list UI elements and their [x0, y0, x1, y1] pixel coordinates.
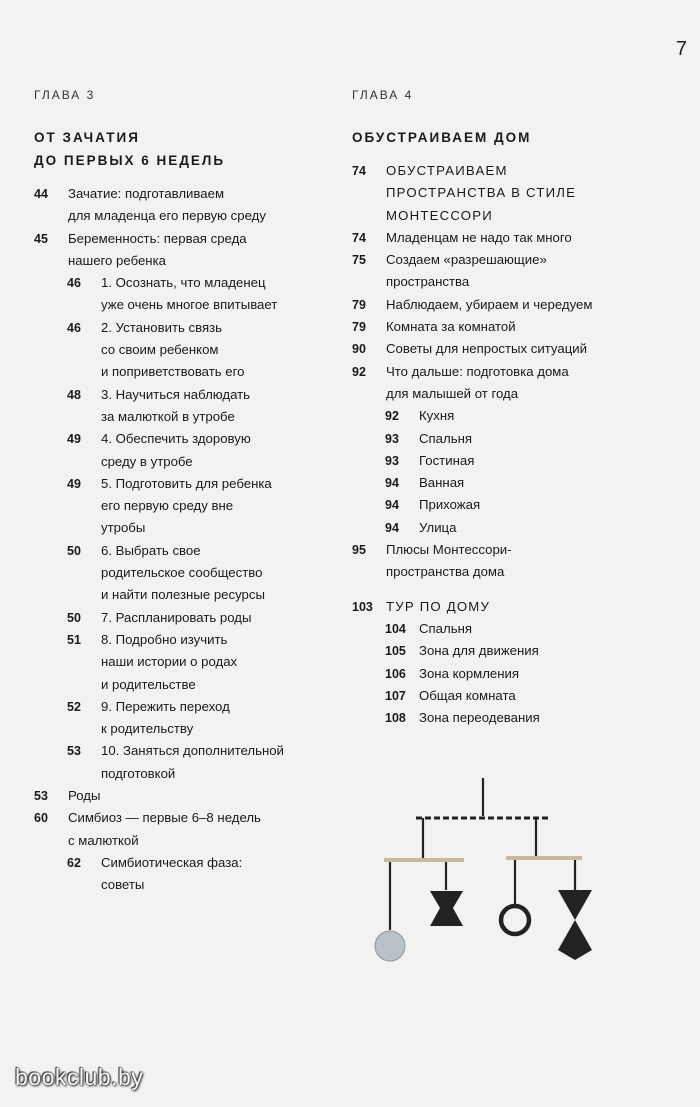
- toc-entry-text: Советы для непростых ситуаций: [386, 341, 587, 357]
- toc-subentry: [67, 384, 334, 429]
- toc-entry-text: 9. Пережить переход к родительству: [101, 698, 230, 737]
- toc-entry-text: Что дальше: подготовка дома для малышей от года: [386, 363, 569, 401]
- chapter-label: ГЛАВА 4: [352, 88, 414, 102]
- mobile-ring: [501, 906, 529, 934]
- toc-subentry: [385, 405, 672, 427]
- toc-page-number: 103: [352, 599, 373, 614]
- toc-entry-text: Наблюдаем, убираем и чередуем: [386, 296, 593, 312]
- toc-entry-text: Улица: [419, 519, 457, 535]
- toc-subentry: [67, 629, 334, 696]
- toc-subentry: [385, 707, 672, 729]
- toc-entry: [352, 338, 672, 360]
- toc-page-number: 74: [352, 230, 366, 245]
- toc-page-number: 107: [385, 688, 406, 703]
- toc-page-number: 49: [67, 432, 81, 447]
- toc-entry-text: 3. Научиться наблюдать за малюткой в утробе: [101, 386, 251, 424]
- toc-subentry: [67, 473, 334, 540]
- toc-subentry: [67, 607, 334, 629]
- toc-subentry: [385, 640, 672, 662]
- toc-page-number: 94: [385, 476, 399, 491]
- toc-entry-text: 5. Подготовить для ребенка его первую среду вне утробы: [101, 475, 272, 536]
- toc-page-number: 75: [352, 253, 366, 268]
- toc-page-number: 49: [67, 476, 81, 491]
- toc-entry: [34, 228, 334, 273]
- toc-subentry: [67, 696, 334, 741]
- toc-page-number: 93: [385, 453, 399, 468]
- toc-entry: [352, 160, 672, 227]
- toc-entry-text: Спальня: [419, 430, 472, 446]
- toc-entry: [34, 807, 334, 852]
- toc-entry: [352, 294, 672, 316]
- toc-subentry: [67, 272, 334, 317]
- baby-mobile-icon: [368, 778, 608, 978]
- toc-subentry: [385, 517, 672, 539]
- toc-entry-text: Симбиотическая фаза: советы: [101, 854, 243, 893]
- toc-entry: [34, 183, 334, 228]
- toc-page-number: 53: [67, 744, 81, 759]
- toc-entry-text: 8. Подробно изучить наши истории о родах и родительстве: [101, 631, 238, 692]
- mobile-hourglass: [430, 891, 463, 926]
- toc-entry-text: 6. Выбрать свое родительское сообщество и найти полезные ресурсы: [101, 542, 265, 603]
- toc-subentry: [385, 428, 672, 450]
- toc-entry-text: Комната за комнатой: [386, 319, 516, 335]
- toc-page-number: 46: [67, 320, 81, 335]
- toc-page-number: 94: [385, 520, 399, 535]
- toc-page-number: 79: [352, 320, 366, 335]
- watermark: bookclub.by: [15, 1064, 144, 1090]
- toc-page-number: 74: [352, 164, 366, 178]
- toc-page-number: 95: [352, 543, 366, 558]
- toc-subentry: [385, 663, 672, 685]
- mobile-bar-left: [384, 858, 464, 862]
- toc-page-number: 45: [34, 231, 48, 246]
- toc-entry-text: 2. Установить связь со своим ребенком и поприветствовать его: [101, 319, 245, 380]
- toc-entry-text: Общая комната: [419, 687, 516, 703]
- toc-subentry: [67, 317, 334, 384]
- toc-subentry: [67, 852, 334, 897]
- toc-entry-text: 10. Заняться дополнительной подготовкой: [101, 743, 284, 781]
- toc-entry-text: Спальня: [419, 620, 472, 636]
- toc-entry: [352, 596, 672, 618]
- toc-entry-text: ТУР ПО ДОМУ: [386, 598, 491, 614]
- mobile-tip: [558, 950, 592, 960]
- toc-subentry: [385, 618, 672, 640]
- toc-entry-text: Кухня: [419, 408, 455, 424]
- toc-page-number: 108: [385, 711, 406, 726]
- toc-entry-text: 4. Обеспечить здоровую среду в утробе: [101, 431, 251, 469]
- toc-entry-text: Зачатие: подготавливаем для младенца его первую среду: [68, 186, 266, 224]
- toc-subentry: [385, 494, 672, 516]
- toc-page-number: 92: [385, 409, 399, 424]
- toc-page-number: 48: [67, 387, 81, 402]
- toc-subentry: [385, 472, 672, 494]
- toc-page-number: 93: [385, 431, 399, 446]
- toc-page-number: 92: [352, 364, 366, 379]
- toc-page-number: 106: [385, 666, 406, 681]
- toc-entry-text: Ванная: [419, 475, 465, 491]
- toc-page-number: 90: [352, 342, 366, 357]
- toc-page-number: 50: [67, 610, 81, 625]
- toc-entry-text: Зона переодевания: [419, 710, 540, 726]
- mobile-ball: [375, 931, 405, 961]
- toc-entry-text: Прихожая: [419, 497, 481, 513]
- toc-entry-text: Зона для движения: [419, 643, 539, 659]
- toc-entry-text: 7. Распланировать роды: [101, 609, 252, 625]
- toc-page-number: 46: [67, 276, 81, 291]
- toc-entry-text: Зона кормления: [419, 665, 520, 681]
- toc-page-number: 62: [67, 855, 81, 870]
- chapter-4-section: [352, 88, 672, 729]
- chapter-title: ОТ ЗАЧАТИЯ ДО ПЕРВЫХ 6 НЕДЕЛЬ: [34, 130, 226, 168]
- toc-subentry: [67, 428, 334, 473]
- mobile-double-triangle: [558, 890, 592, 950]
- toc-page-number: 79: [352, 297, 366, 312]
- toc-page-number: 60: [34, 811, 48, 826]
- toc-subentry: [385, 685, 672, 707]
- toc-subentry: [67, 740, 334, 785]
- toc-entry: [352, 361, 672, 406]
- toc-page-number: 52: [67, 699, 81, 714]
- chapter-title: ОБУСТРАИВАЕМ ДОМ: [352, 130, 532, 145]
- toc-page-number: 94: [385, 498, 399, 513]
- chapter-label: ГЛАВА 3: [34, 88, 96, 102]
- toc-subentry: [385, 450, 672, 472]
- toc-entry-text: Плюсы Монтессори- пространства дома: [386, 542, 512, 580]
- toc-entry: [352, 316, 672, 338]
- chapter-3-section: [34, 88, 334, 897]
- mobile-bar-right: [506, 856, 582, 860]
- toc-entry-text: Роды: [68, 788, 101, 804]
- toc-entry-text: 1. Осознать, что младенец уже очень многое впитывает: [101, 275, 278, 313]
- toc-entry: [352, 539, 672, 584]
- toc-list: [352, 160, 672, 729]
- toc-entry-text: Создаем «разрешающие» пространства: [386, 252, 547, 290]
- toc-entry-text: Беременность: первая среда нашего ребенка: [68, 230, 247, 268]
- toc-entry-text: Младенцам не надо так много: [386, 229, 572, 245]
- toc-page-number: 44: [34, 187, 48, 201]
- toc-page-number: 105: [385, 644, 406, 659]
- toc-entry-text: ОБУСТРАИВАЕМ ПРОСТРАНСТВА В СТИЛЕ МОНТЕССОРИ: [386, 163, 577, 223]
- toc-entry: [34, 785, 334, 807]
- mobile-frame: [390, 778, 575, 930]
- toc-list: [34, 183, 334, 897]
- page-number: 7: [675, 38, 687, 60]
- toc-page-number: 50: [67, 543, 81, 558]
- toc-entry: [352, 227, 672, 249]
- toc-subentry: [67, 540, 334, 607]
- toc-entry: [352, 249, 672, 294]
- toc-entry-text: Гостиная: [419, 452, 475, 468]
- toc-entry-text: Симбиоз — первые 6–8 недель с малюткой: [68, 810, 261, 848]
- toc-page-number: 104: [385, 621, 406, 636]
- toc-page-number: 53: [34, 789, 48, 804]
- toc-page-number: 51: [67, 632, 81, 647]
